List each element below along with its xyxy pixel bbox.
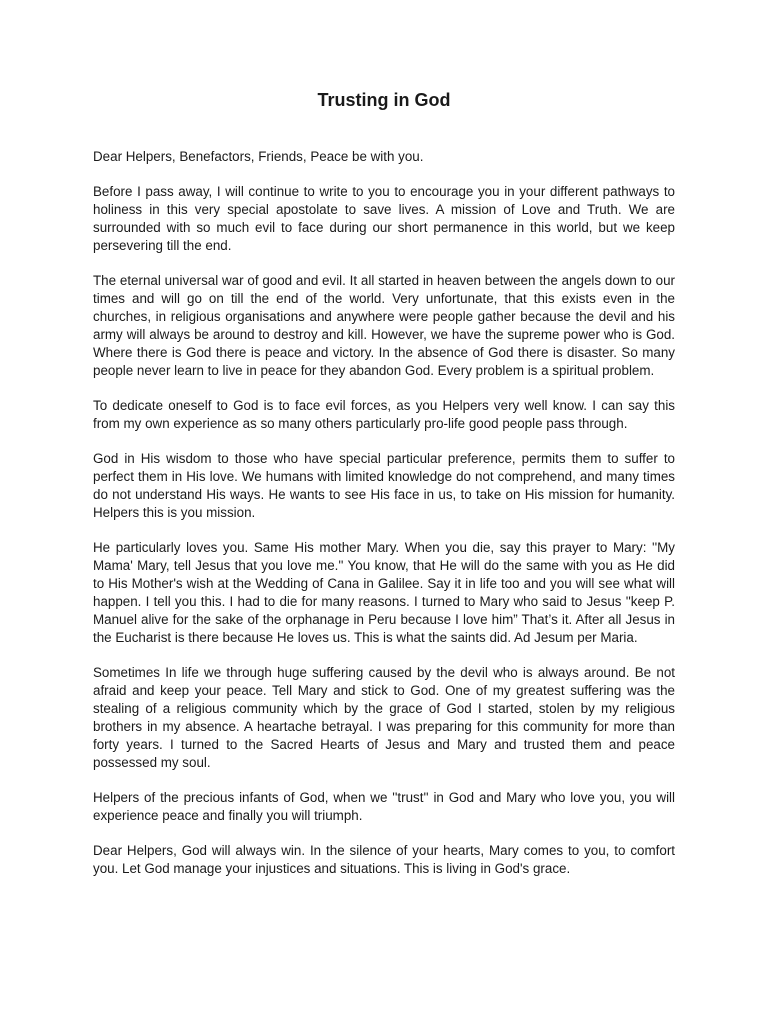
paragraph-4: God in His wisdom to those who have special particular preference, permits them to suffer to perfect them in His love. We humans with limited knowledge do not comprehend, and many times do not understand His ways. He wants to see His face in us, to take on His mission for humanity. Helpers this is you mission.: [93, 451, 675, 520]
paragraph-3: To dedicate oneself to God is to face evil forces, as you Helpers very well know. I can say this from my own experience as so many others particularly pro-life good people pass through.: [93, 398, 675, 431]
paragraph-closing: Dear Helpers, God will always win. In the silence of your hearts, Mary comes to you, to comfort you. Let God manage your injustices and situations. This is living in God's grace.: [93, 843, 675, 876]
paragraph-1: Before I pass away, I will continue to write to you to encourage you in your different pathways to holiness in this very special apostolate to save lives. A mission of Love and Truth. We are surrounded with so much evil to face during our short permanence in this world, but we keep persevering till the end.: [93, 184, 675, 253]
paragraph-5: He particularly loves you. Same His mother Mary. When you die, say this prayer to Mary: ''My Mama' Mary, tell Jesus that you love me.'' You know, that He will do the same with you as He did to His Mother's wish at the Wedding of Cana in Galilee. Say it in life too and you will see what will happen. I tell you this. I had to die for many reasons. I turned to Mary who said to Jesus ''keep P. Manuel alive for the sake of the orphanage in Peru because I love him” That’s it. After all Jesus in the Eucharist is there because He loves us. This is what the saints did. Ad Jesum per Maria.: [93, 540, 675, 645]
paragraph-6: Sometimes In life we through huge suffering caused by the devil who is always around. Be not afraid and keep your peace. Tell Mary and stick to God. One of my greatest suffering was the stealing of a religious community which by the grace of God I started, stolen by my religious brothers in my absence. A heartache betrayal. I was preparing for this community for more than forty years. I turned to the Sacred Hearts of Jesus and Mary and trusted them and peace possessed my soul.: [93, 665, 675, 770]
document-title: Trusting in God: [317, 90, 451, 110]
paragraph-2: The eternal universal war of good and evil. It all started in heaven between the angels down to our times and will go on till the end of the world. Very unfortunate, that this exists even in the churches, in religious organisations and anywhere were people gather because the devil and his army will always be around to destroy and kill. However, we have the supreme power who is God. Where there is God there is peace and victory. In the absence of God there is disaster. So many people never learn to live in peace for they abandon God. Every problem is a spiritual problem.: [93, 273, 675, 378]
document-body: [93, 148, 675, 895]
paragraph-7: Helpers of the precious infants of God, when we ''trust'' in God and Mary who love you, you will experience peace and finally you will triumph.: [93, 790, 675, 823]
paragraph-greeting: Dear Helpers, Benefactors, Friends, Peace be with you.: [93, 149, 424, 164]
